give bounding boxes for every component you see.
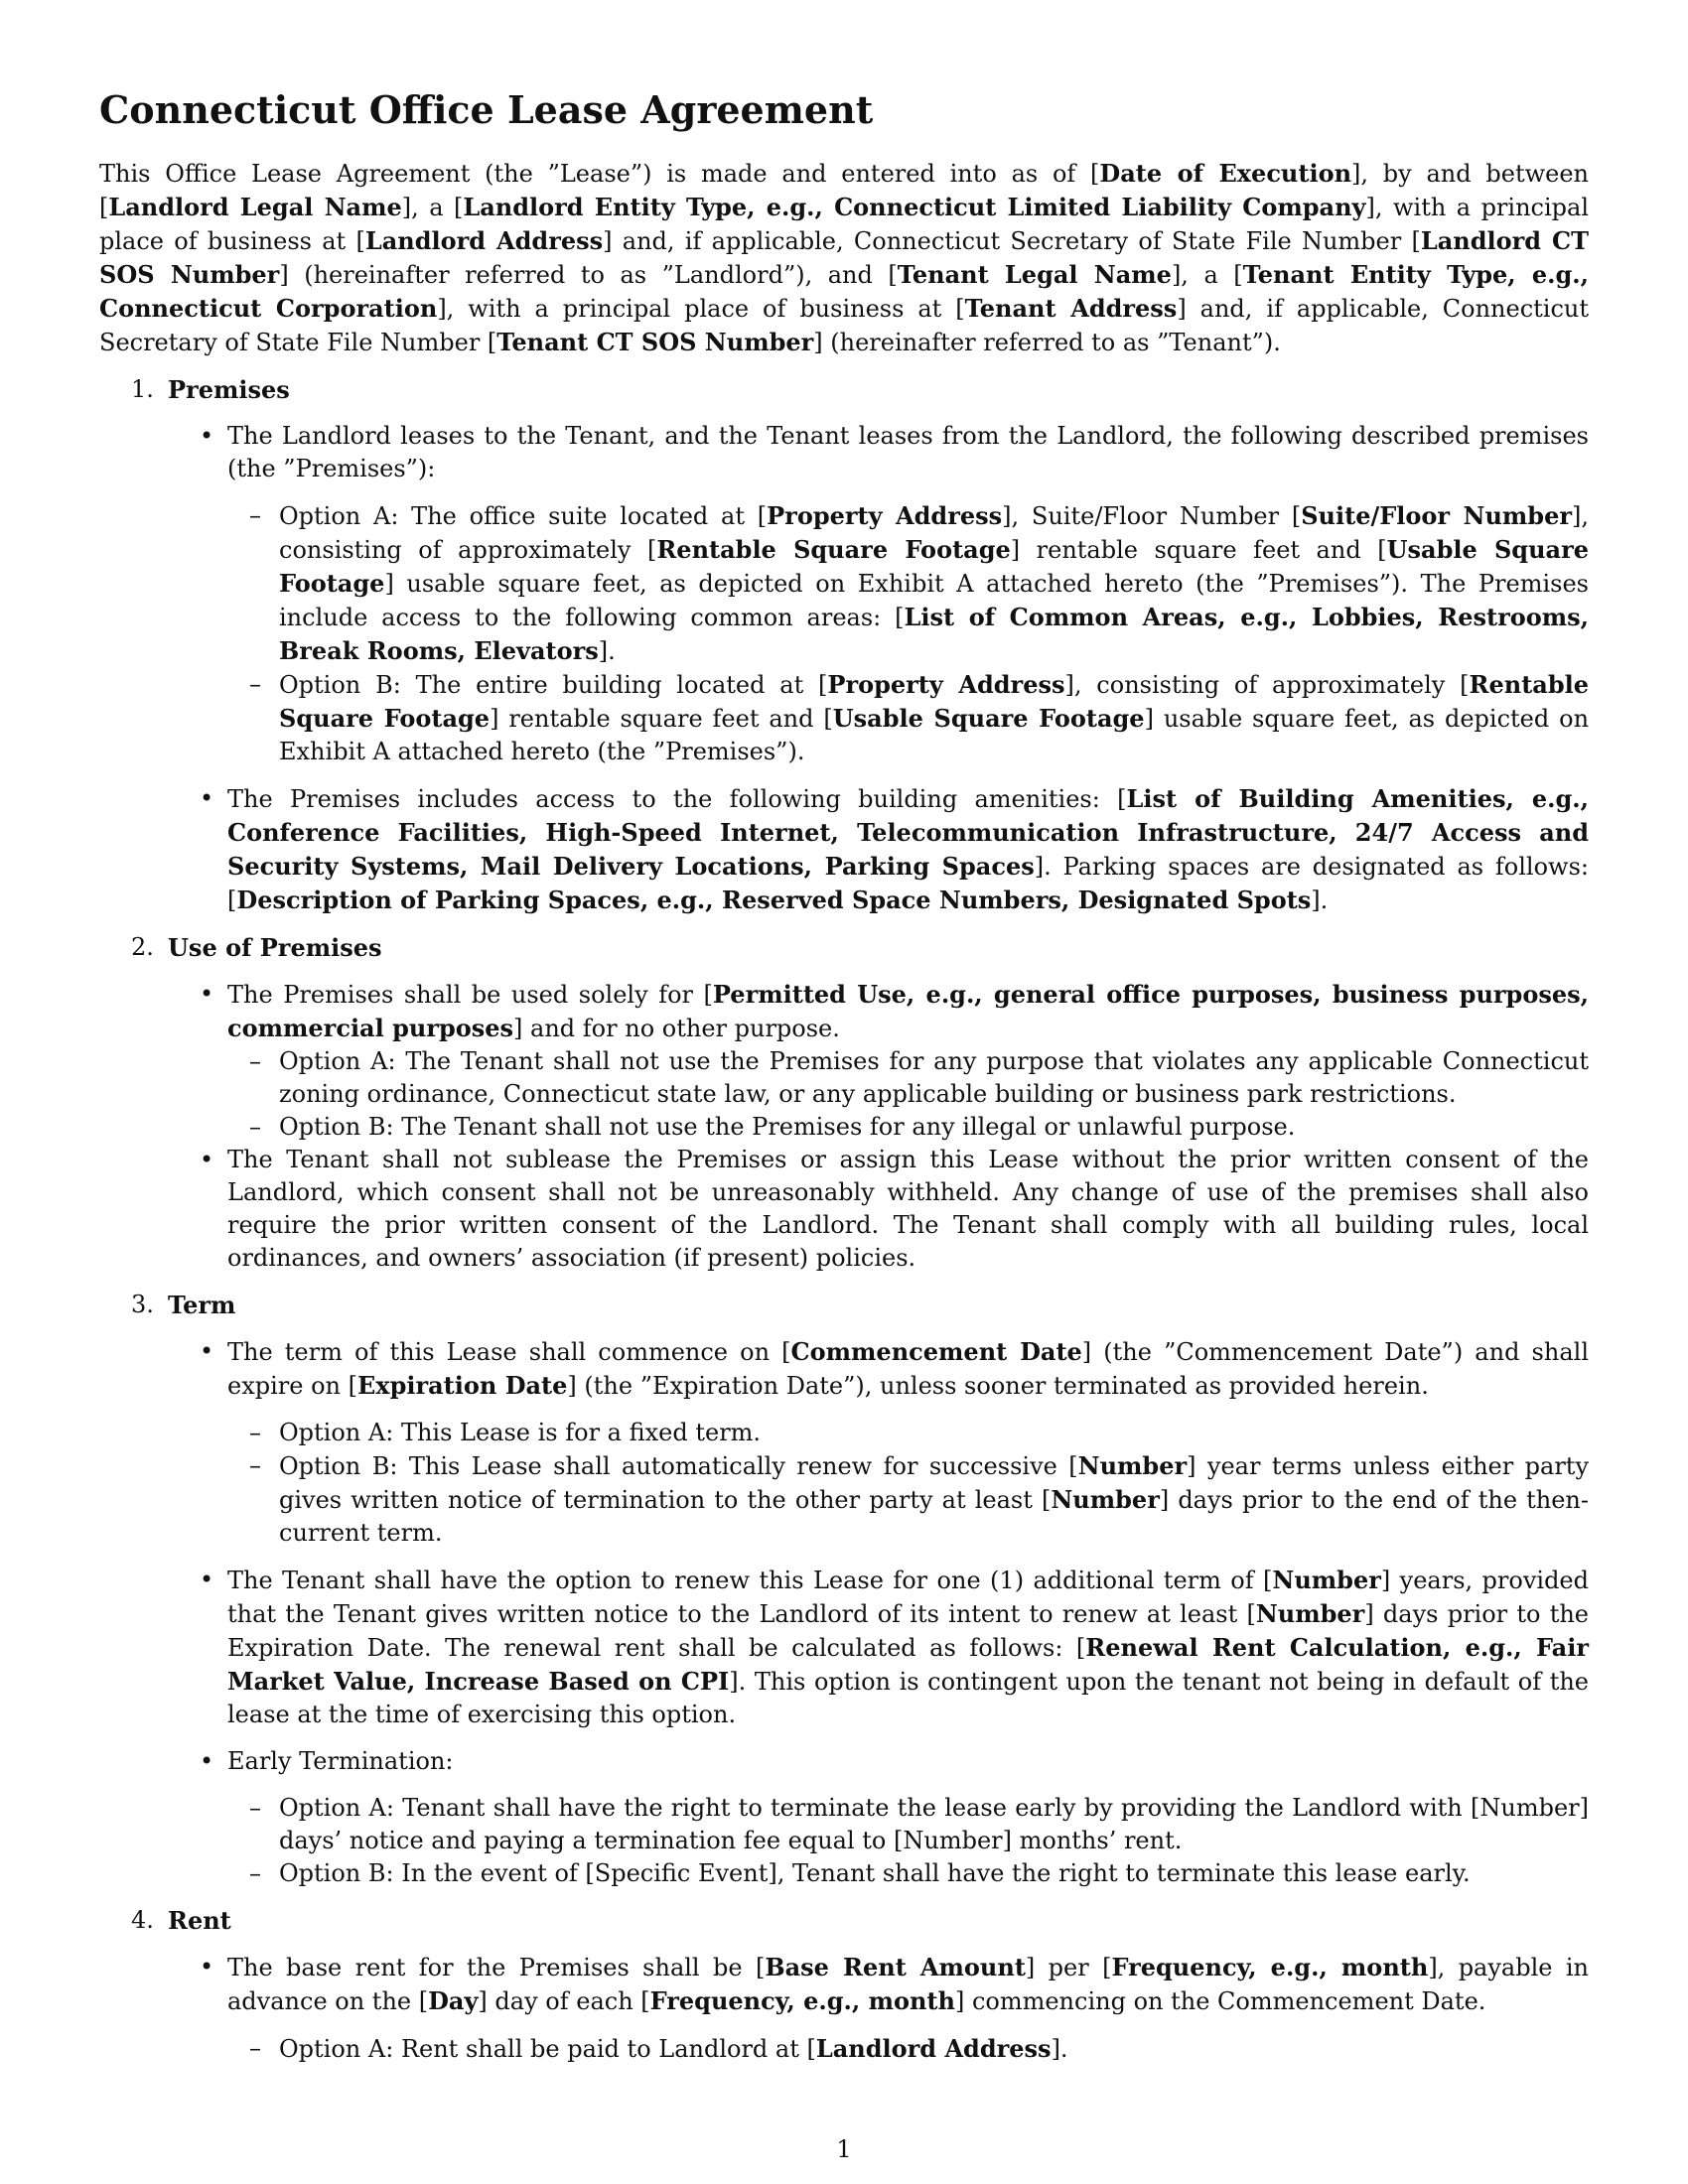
section-heading xyxy=(99,1289,1589,1321)
bullet-text xyxy=(227,978,1589,1045)
bullet-text xyxy=(227,420,1589,485)
placeholder-field: Suite/Floor Number xyxy=(1301,501,1573,530)
bullet-item xyxy=(227,1564,1589,1731)
placeholder-field: Renewal Rent Calculation, e.g., Fair Market Value, Increase Based on CPI xyxy=(227,1633,1589,1696)
text-run: ] (the ”Expiration Date”), unless sooner terminated as provided herein. xyxy=(567,1372,1429,1400)
bullet-text xyxy=(227,1745,1589,1778)
text-run: ], payable in advance on the [ xyxy=(227,1954,1589,2015)
placeholder-field: Permitted Use, e.g., general office purposes, business purposes, commercial purposes xyxy=(227,980,1589,1042)
text-run: ] days prior to the Expiration Date. The renewal rent shall be calculated as follows: [ xyxy=(227,1600,1589,1662)
placeholder-field: Landlord Legal Name xyxy=(108,193,402,221)
placeholder-field: Landlord Address xyxy=(364,226,604,255)
placeholder-field: Day xyxy=(428,1986,479,2015)
text-run: The Premises includes access to the following building amenities: [ xyxy=(227,785,1127,813)
section-heading xyxy=(99,931,1589,964)
placeholder-field: Tenant Entity Type, e.g., Connecticut Corporation xyxy=(99,260,1590,323)
text-run: ] years, provided that the Tenant gives written notice to the Landlord of its intent to renew at least [ xyxy=(227,1567,1589,1628)
placeholder-field: Number xyxy=(1077,1451,1188,1480)
text-run: ]. Parking spaces are designated as follows: [ xyxy=(227,853,1589,914)
bullet-list xyxy=(99,1951,1589,2066)
text-run: The base rent for the Premises shall be [ xyxy=(227,1954,766,1981)
placeholder-field: Number xyxy=(1272,1566,1381,1594)
option-list xyxy=(227,1045,1589,1144)
option-item xyxy=(279,2032,1589,2066)
option-item xyxy=(279,1111,1589,1144)
placeholder-field: Base Rent Amount xyxy=(765,1953,1026,1981)
placeholder-field: Commencement Date xyxy=(790,1337,1082,1366)
text-run: The Landlord leases to the Tenant, and the Tenant leases from the Landlord, the following described premises (the ”Premises”): xyxy=(227,422,1589,482)
text-run: ]. xyxy=(1051,2035,1068,2063)
text-run: Option B: The entire building located at [ xyxy=(279,671,828,699)
option-item xyxy=(279,668,1589,768)
bullet-text xyxy=(227,1335,1589,1403)
text-run: ] (hereinafter referred to as ”Landlord”), and [ xyxy=(279,261,898,289)
text-run: Option A: The Tenant shall not use the Premises for any purpose that violates any applicable Connecticut zoning ordinance, Connecticut state law, or any applicable building or business park restrictions. xyxy=(279,1047,1589,1108)
section-4 xyxy=(99,1904,1589,2066)
text-run: This Office Lease Agreement (the ”Lease”) is made and entered into as of [ xyxy=(99,160,1100,188)
placeholder-field: Landlord Entity Type, e.g., Connecticut Limited Liability Company xyxy=(463,193,1366,221)
option-item xyxy=(279,1045,1589,1111)
intro-paragraph xyxy=(99,157,1589,359)
text-run: Early Termination: xyxy=(227,1747,454,1775)
text-run: ] usable square feet, as depicted on Exhibit A attached hereto (the ”Premises”). The Premises include access to the following common areas: [ xyxy=(279,570,1589,631)
placeholder-field: Rentable Square Footage xyxy=(656,535,1011,564)
bullet-text xyxy=(227,1564,1589,1731)
document-title: Connecticut Office Lease Agreement xyxy=(99,87,874,132)
placeholder-field: Landlord Address xyxy=(815,2034,1052,2063)
placeholder-field: List of Common Areas, e.g., Lobbies, Restrooms, Break Rooms, Elevators xyxy=(279,603,1589,665)
section-heading xyxy=(99,1904,1589,1937)
text-run: ] year terms unless either party gives written notice of termination to the other party at least [ xyxy=(279,1452,1590,1514)
document-page xyxy=(99,85,1589,2080)
text-run: ] per [ xyxy=(1025,1954,1112,1981)
text-run: Option A: Tenant shall have the right to terminate the lease early by providing the Landlord with [Number] days’ notice and paying a termination fee equal to [Number] months’ rent. xyxy=(279,1794,1589,1854)
placeholder-field: Tenant CT SOS Number xyxy=(496,328,814,356)
bullet-item xyxy=(227,1745,1589,1890)
text-run: The term of this Lease shall commence on [ xyxy=(227,1338,791,1366)
bullet-text xyxy=(227,782,1589,917)
text-run: ] (the ”Commencement Date”) and shall expire on [ xyxy=(227,1338,1589,1400)
option-item xyxy=(279,1449,1589,1550)
text-run: ], consisting of approximately [ xyxy=(1064,671,1470,699)
text-run: ]. xyxy=(598,637,616,665)
text-run: ], a [ xyxy=(401,194,464,221)
placeholder-field: Tenant Address xyxy=(964,294,1178,323)
text-run: ], consisting of approximately [ xyxy=(279,502,1590,564)
section-number: 4. xyxy=(131,1906,154,1934)
text-run: ] rentable square feet and [ xyxy=(1010,536,1387,564)
placeholder-field: List of Building Amenities, e.g., Conference Facilities, High-Speed Internet, Telecommunication Infrastructure, 24/7 Access and Security Systems, Mail Delivery Locations, Parking Spaces xyxy=(227,784,1589,881)
page-number: 1 xyxy=(836,2135,852,2163)
option-item xyxy=(279,1792,1589,1857)
bullet-item xyxy=(227,782,1589,917)
text-run: ] and, if applicable, Connecticut Secretary of State File Number [ xyxy=(99,295,1590,356)
bullet-item xyxy=(227,1335,1589,1550)
text-run: Option B: In the event of [Specific Event], Tenant shall have the right to terminate this lease early. xyxy=(279,1859,1471,1887)
placeholder-field: Usable Square Footage xyxy=(279,535,1590,598)
placeholder-field: Number xyxy=(1051,1485,1160,1514)
option-item xyxy=(279,1417,1589,1449)
placeholder-field: Frequency, e.g., month xyxy=(1111,1953,1429,1981)
text-run: ] day of each [ xyxy=(478,1987,650,2015)
placeholder-field: Date of Execution xyxy=(1099,159,1352,188)
section-title: Premises xyxy=(168,375,290,404)
section-2 xyxy=(99,931,1589,1275)
section-list xyxy=(99,373,1589,2066)
bullet-text xyxy=(227,1951,1589,2018)
bullet-list xyxy=(99,978,1589,1275)
text-run: ], with a principal place of business at [ xyxy=(437,295,965,323)
section-number: 2. xyxy=(131,933,154,961)
section-heading xyxy=(99,373,1589,406)
text-run: Option B: This Lease shall automatically renew for successive [ xyxy=(279,1452,1078,1480)
text-run: ] and for no other purpose. xyxy=(513,1015,840,1042)
placeholder-field: Usable Square Footage xyxy=(832,704,1145,733)
bullet-item xyxy=(227,978,1589,1144)
bullet-item xyxy=(227,1144,1589,1275)
text-run: The Tenant shall have the option to renew this Lease for one (1) additional term of [ xyxy=(227,1567,1273,1594)
section-number: 3. xyxy=(131,1291,154,1318)
bullet-text xyxy=(227,1144,1589,1275)
option-list xyxy=(227,1792,1589,1890)
placeholder-field: Property Address xyxy=(827,670,1065,699)
text-run: ]. This option is contingent upon the tenant not being in default of the lease at the time of exercising this option. xyxy=(227,1668,1589,1728)
bullet-list xyxy=(99,420,1589,917)
text-run: Option B: The Tenant shall not use the Premises for any illegal or unlawful purpose. xyxy=(279,1113,1296,1141)
text-run: ], with a principal place of business at [ xyxy=(99,194,1590,255)
placeholder-field: Expiration Date xyxy=(356,1371,568,1400)
text-run: ] commencing on the Commencement Date. xyxy=(954,1987,1486,2015)
bullet-item xyxy=(227,1951,1589,2066)
placeholder-field: Description of Parking Spaces, e.g., Reserved Space Numbers, Designated Spots xyxy=(236,886,1312,914)
text-run: ], a [ xyxy=(1171,261,1243,289)
text-run: ], by and between [ xyxy=(99,160,1589,221)
section-title: Rent xyxy=(168,1906,231,1935)
option-item xyxy=(279,499,1589,668)
placeholder-field: Tenant Legal Name xyxy=(897,260,1172,289)
option-list xyxy=(227,499,1589,768)
text-run: The Premises shall be used solely for [ xyxy=(227,981,713,1009)
placeholder-field: Landlord CT SOS Number xyxy=(99,226,1590,289)
section-title: Use of Premises xyxy=(168,933,382,962)
placeholder-field: Frequency, e.g., month xyxy=(649,1986,955,2015)
text-run: ] (hereinafter referred to as ”Tenant”). xyxy=(813,329,1281,356)
text-run: ] usable square feet, as depicted on Exhibit A attached hereto (the ”Premises”). xyxy=(279,705,1590,765)
text-run: ] days prior to the end of the then-current term. xyxy=(279,1486,1589,1547)
text-run: Option A: Rent shall be paid to Landlord at [ xyxy=(279,2035,816,2063)
placeholder-field: Number xyxy=(1255,1599,1365,1628)
text-run: ]. xyxy=(1311,887,1329,914)
placeholder-field: Property Address xyxy=(767,501,1003,530)
text-run: Option A: This Lease is for a fixed term. xyxy=(279,1419,762,1446)
placeholder-field: Rentable Square Footage xyxy=(279,670,1589,733)
text-run: Option A: The office suite located at [ xyxy=(279,502,768,530)
text-run: ], Suite/Floor Number [ xyxy=(1002,502,1302,530)
option-item xyxy=(279,1857,1589,1890)
section-number: 1. xyxy=(131,375,154,403)
option-list xyxy=(227,2032,1589,2066)
bullet-list xyxy=(99,1335,1589,1890)
option-list xyxy=(227,1417,1589,1550)
text-run: ] and, if applicable, Connecticut Secretary of State File Number [ xyxy=(603,227,1421,255)
bullet-item xyxy=(227,420,1589,768)
text-run: The Tenant shall not sublease the Premises or assign this Lease without the prior written consent of the Landlord, which consent shall not be unreasonably withheld. Any change of use of the premises shall also require the prior written consent of the Landlord. The Tenant shall comply with all building rules, local ordinances, and owners’ association (if present) policies. xyxy=(227,1146,1589,1272)
section-3 xyxy=(99,1289,1589,1890)
section-title: Term xyxy=(168,1291,236,1319)
text-run: ] rentable square feet and [ xyxy=(490,705,833,733)
section-1 xyxy=(99,373,1589,917)
